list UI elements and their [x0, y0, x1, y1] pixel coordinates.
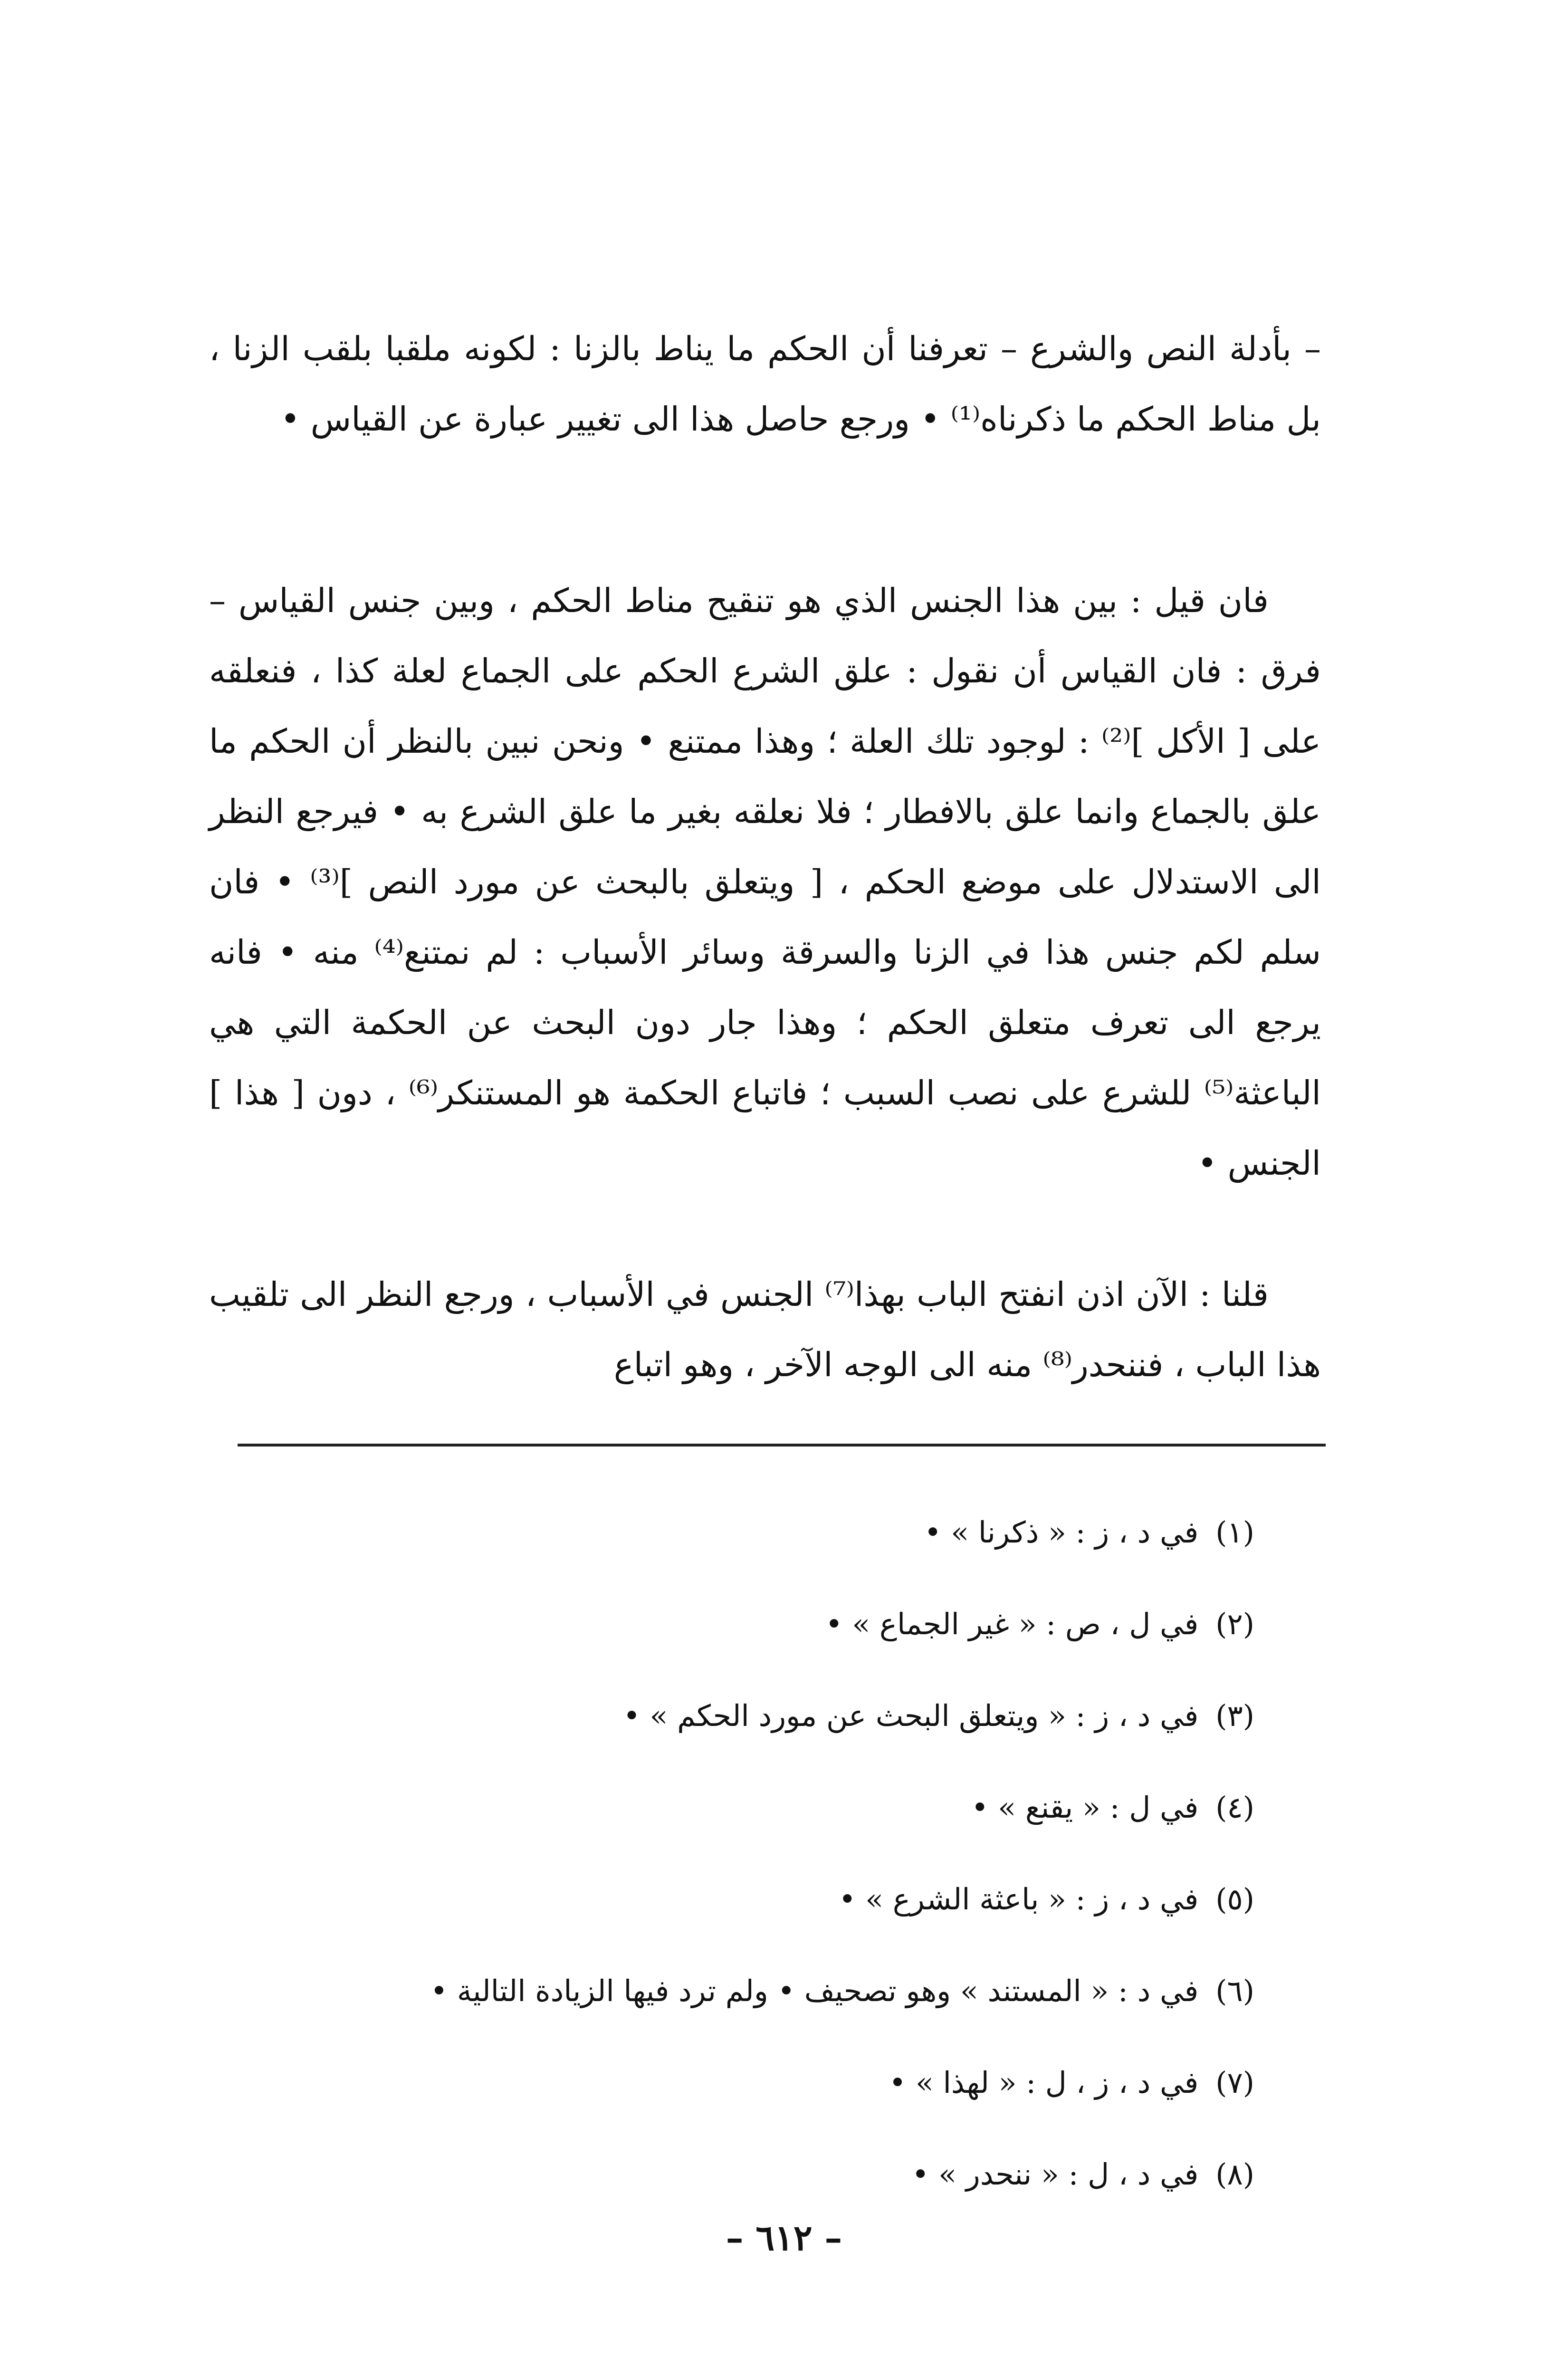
footnote-text: في د ، ل : « ننحدر » •	[911, 2157, 1199, 2192]
paragraph-text: فان قيل : بين هذا الجنس الذي هو تنقيح مناط الحكم ، وبين جنس القياس – فرق : فان القياس أن نقول : علق الشرع الحكم على الجماع لعلة كذا ، فنعلقه على [ الأكل ]⁽²⁾ : لوجود تلك العلة ؛ وهذا ممتنع • ونحن نبين بالنظر أن الحكم ما علق بالجماع وانما علق بالافطار ؛ فلا نعلقه بغير ما علق الشرع به • فيرجع النظر الى الاستدلال على موضع الحكم ، [ ويتعلق بالبحث عن مورد النص ]⁽³⁾ • فان سلم لكم جنس هذا في الزنا والسرقة وسائر الأسباب : لم نمتنع⁽⁴⁾ منه • فانه يرجع الى تعرف متعلق الحكم ؛ وهذا جار دون البحث عن الحكمة التي هي الباعثة⁽⁵⁾ للشرع على نصب السبب ؛ فاتباع الحكمة هو المستنكر⁽⁶⁾ ، دون [ هذا ] الجنس •	[209, 581, 1321, 1183]
footnote-text: في د : « المستند » وهو تصحيف • ولم ترد فيها الزيادة التالية •	[430, 1974, 1199, 2008]
footnote-number: (٧)	[1215, 2065, 1254, 2100]
footnote-number: (٦)	[1215, 1974, 1254, 2008]
footnote-text: في ل ، ص : « غير الجماع » •	[825, 1607, 1199, 1641]
footnotes-list	[162, 1486, 1254, 2220]
main-text-paragraph-1	[209, 314, 1321, 454]
main-text-paragraph-2	[209, 565, 1321, 1198]
footnote-item	[162, 1670, 1254, 1762]
footnote-item	[162, 1945, 1254, 2037]
footnote-number: (٤)	[1215, 1790, 1254, 1825]
paragraph-text: – بأدلة النص والشرع – تعرفنا أن الحكم ما يناط بالزنا : لكونه ملقبا بلقب الزنا ، بل مناط الحكم ما ذكرناه⁽¹⁾ • ورجع حاصل هذا الى تغيير عبارة عن القياس •	[209, 329, 1321, 439]
footnote-text: في د ، ز ، ل : « لهذا » •	[889, 2065, 1199, 2100]
footnote-item	[162, 2037, 1254, 2128]
footnote-item	[162, 1578, 1254, 1670]
footnote-number: (٢)	[1215, 1607, 1254, 1641]
main-text-paragraph-3	[209, 1259, 1321, 1400]
footnote-divider	[238, 1444, 1326, 1447]
footnote-text: في د ، ز : « باعثة الشرع » •	[838, 1882, 1199, 1916]
page-number: – ٦١٢ –	[726, 2218, 842, 2259]
footnote-text: في ل : « يقنع » •	[971, 1790, 1199, 1825]
footnote-text: في د ، ز : « ذكرنا » •	[924, 1515, 1199, 1550]
footnote-item	[162, 2128, 1254, 2220]
paragraph-text: قلنا : الآن اذن انفتح الباب بهذا⁽⁷⁾ الجنس في الأسباب ، ورجع النظر الى تلقيب هذا الباب ، فننحدر⁽⁸⁾ منه الى الوجه الآخر ، وهو اتباع	[209, 1275, 1321, 1384]
footnote-number: (٨)	[1215, 2157, 1254, 2192]
footnote-number: (٣)	[1215, 1698, 1254, 1733]
footnote-item	[162, 1486, 1254, 1578]
footnote-number: (١)	[1215, 1515, 1254, 1550]
footnote-text: في د ، ز : « ويتعلق البحث عن مورد الحكم » •	[623, 1698, 1199, 1733]
footnote-item	[162, 1762, 1254, 1853]
footnote-item	[162, 1853, 1254, 1945]
footnote-number: (٥)	[1215, 1882, 1254, 1916]
